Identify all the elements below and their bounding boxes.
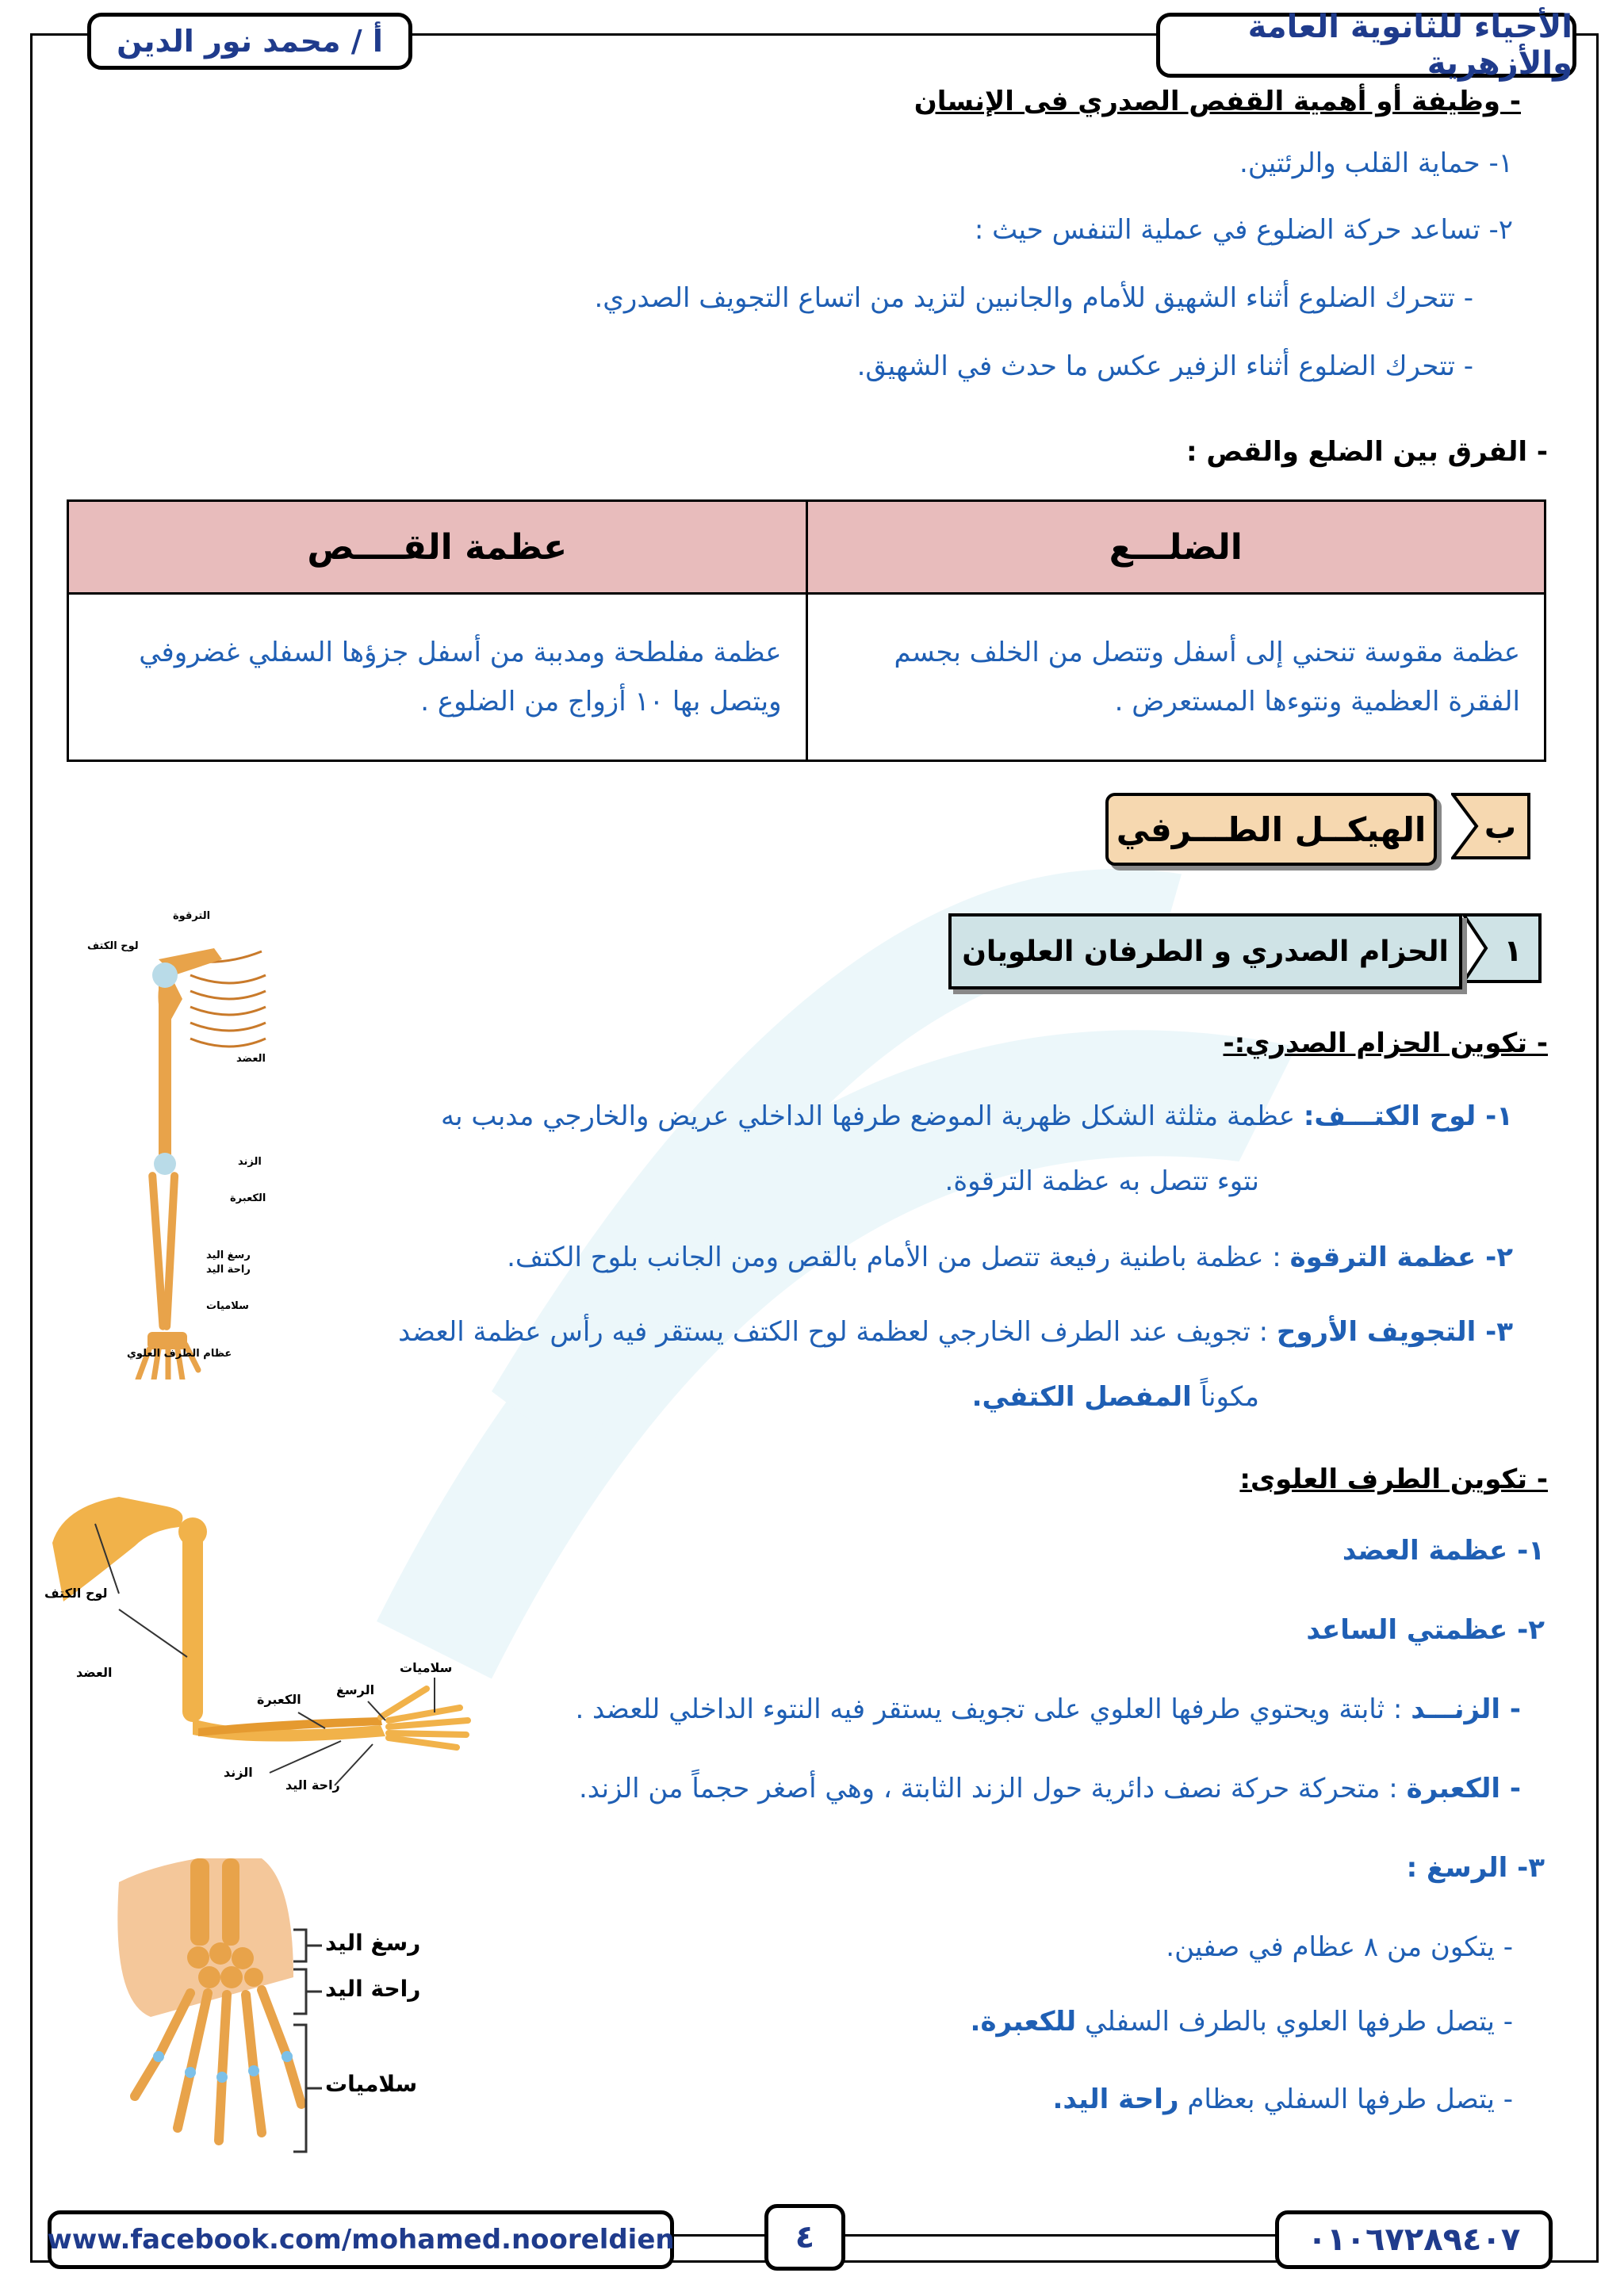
fig1-label-metacarpals: راحة اليد bbox=[206, 1264, 251, 1276]
wrist-line-3 bbox=[1052, 2084, 1513, 2115]
section-b-tag bbox=[1451, 793, 1530, 859]
footer-rule-left bbox=[666, 2234, 764, 2237]
upper-limb-item-3: ٣- الرسغ : bbox=[1406, 1852, 1545, 1884]
thorax-item-2: ٢- تساعد حركة الضلوع في عملية التنفس حيث : bbox=[974, 214, 1513, 246]
table-header-rib: الضلـــع bbox=[806, 501, 1545, 594]
thorax-item-2b: - تتحرك الضلوع أثناء الزفير عكس ما حدث في الشهيق. bbox=[856, 350, 1473, 382]
girdle-item-3-cont bbox=[972, 1381, 1259, 1413]
rib-line-2: الفقرة العظمية ونتوءها المستعرض . bbox=[1114, 686, 1520, 718]
table-cell-rib bbox=[806, 594, 1545, 761]
girdle-item-1 bbox=[441, 1100, 1513, 1132]
girdle-item-2 bbox=[507, 1242, 1513, 1273]
ulna-line bbox=[575, 1693, 1521, 1725]
fig1-caption: عظام الطرف العلوي bbox=[127, 1348, 232, 1360]
fig3-label-phalanges: سلاميات bbox=[325, 2071, 418, 2097]
comparison-table bbox=[67, 499, 1546, 762]
section-b-tag-label: ب bbox=[1484, 809, 1517, 846]
girdle-item-3 bbox=[398, 1316, 1513, 1348]
girdle-item-1-text: عظمة مثلثة الشكل ظهرية الموضع طرفها الداخلي عريض والخارجي مدبب به bbox=[440, 1100, 1304, 1132]
section-1-tag-label: ١ bbox=[1503, 933, 1522, 968]
fig1-label-radius: الكعبرة bbox=[230, 1192, 266, 1204]
wrist-line-3-bold: راحة اليد. bbox=[1052, 2084, 1179, 2115]
table-cell-sternum bbox=[68, 594, 807, 761]
wrist-line-2 bbox=[971, 2006, 1513, 2038]
arm-skeleton-icon bbox=[71, 904, 301, 1380]
fig1-label-clavicle: الترقوة bbox=[173, 910, 211, 922]
radius-term: - الكعبرة bbox=[1406, 1773, 1521, 1804]
figure-arm-side bbox=[32, 1483, 476, 1800]
footer-facebook-link[interactable]: www.facebook.com/mohamed.nooreldien bbox=[48, 2210, 674, 2269]
section-1-title: الحزام الصدري و الطرفان العلويان bbox=[948, 913, 1462, 989]
sternum-line-2: ويتصل بها ١٠ أزواج من الضلوع . bbox=[420, 686, 782, 718]
fig2-label-wrist: الرسغ bbox=[336, 1682, 375, 1697]
section-1-tag bbox=[1462, 913, 1542, 983]
footer-page-number: ٤ bbox=[764, 2204, 845, 2271]
header-author: أ / محمد نور الدين bbox=[87, 13, 412, 70]
section-b-header bbox=[737, 793, 1530, 859]
fig1-label-humerus: العضد bbox=[236, 1053, 266, 1065]
fig1-label-ulna: الزند bbox=[238, 1156, 262, 1168]
upper-limb-item-1: ١- عظمة العضد bbox=[1342, 1535, 1545, 1567]
girdle-item-3-cont-a: مكوناً bbox=[1191, 1381, 1259, 1413]
wrist-line-1: - يتكون من ٨ عظام في صفين. bbox=[1166, 1931, 1513, 1963]
thorax-item-2a: - تتحرك الضلوع أثناء الشهيق للأمام والجانبين لتزيد من اتساع التجويف الصدري. bbox=[594, 282, 1473, 314]
girdle-item-3-term: ٣- التجويف الأروح bbox=[1276, 1316, 1513, 1348]
radius-line bbox=[579, 1773, 1521, 1804]
figure-hand-bones bbox=[103, 1858, 468, 2160]
table-header-sternum: عظمة القــــص bbox=[68, 501, 807, 594]
fig3-label-palm: راحة اليد bbox=[325, 1976, 421, 2002]
radius-text: : متحركة حركة نصف دائرية حول الزند الثابتة ، وهي أصغر حجماً من الزند. bbox=[578, 1773, 1407, 1804]
girdle-heading: - تكوين الحزام الصدري:- bbox=[1223, 1027, 1548, 1059]
fig2-label-ulna: الزند bbox=[224, 1765, 253, 1780]
ulna-text: : ثابتة ويحتوي طرفها العلوي على تجويف يستقر فيه النتوء الداخلي للعضد . bbox=[575, 1693, 1411, 1725]
footer-rule-right bbox=[837, 2234, 1275, 2237]
fig1-label-scapula: لوح الكتف bbox=[87, 940, 139, 952]
fig1-label-carpals: رسغ اليد bbox=[206, 1249, 251, 1261]
fig2-label-humerus: العضد bbox=[76, 1665, 113, 1680]
rib-line-1: عظمة مقوسة تنحني إلى أسفل وتتصل من الخلف بجسم bbox=[894, 637, 1520, 668]
wrist-line-3-text: - يتصل طرفها السفلي بعظام bbox=[1178, 2084, 1513, 2115]
footer-phone: ٠١٠٦٧٢٨٩٤٠٧ bbox=[1275, 2210, 1553, 2269]
upper-limb-heading: - تكوين الطرف العلوى: bbox=[1239, 1464, 1548, 1495]
thorax-heading: - وظيفة أو أهمية القفص الصدري فى الإنسان bbox=[914, 86, 1521, 117]
difference-heading: - الفرق بين الضلع والقص : bbox=[1185, 436, 1548, 468]
header-title: الأحياء للثانوية العامة والأزهرية bbox=[1156, 13, 1576, 78]
girdle-item-3-cont-b: المفصل الكتفي. bbox=[971, 1381, 1192, 1413]
section-1-header bbox=[749, 913, 1542, 983]
girdle-item-2-text: : عظمة باطنية رفيعة تتصل من الأمام بالقص ومن الجانب بلوح الكتف. bbox=[507, 1242, 1290, 1273]
arm-side-icon bbox=[32, 1483, 476, 1800]
thorax-item-1: ١- حماية القلب والرئتين. bbox=[1239, 147, 1513, 179]
girdle-item-2-term: ٢- عظمة الترقوة bbox=[1289, 1242, 1513, 1273]
fig3-label-wrist: رسغ اليد bbox=[325, 1930, 421, 1956]
hand-bones-icon bbox=[103, 1858, 468, 2160]
fig1-label-phalanges: سلاميات bbox=[206, 1300, 249, 1312]
girdle-item-3-text: : تجويف عند الطرف الخارجي لعظمة لوح الكتف يستقر فيه رأس عظمة العضد bbox=[398, 1316, 1277, 1348]
fig2-label-palm: راحة اليد bbox=[285, 1777, 340, 1793]
fig2-label-scapula: لوح الكتف bbox=[44, 1586, 108, 1601]
wrist-line-2-text: - يتصل طرفها العلوي بالطرف السفلي bbox=[1076, 2006, 1513, 2038]
ulna-term: - الزنـــد bbox=[1411, 1693, 1521, 1725]
upper-limb-item-2: ٢- عظمتي الساعد bbox=[1306, 1614, 1545, 1646]
sternum-line-1: عظمة مفلطحة ومدببة من أسفل جزؤها السفلي غضروفي bbox=[139, 637, 782, 668]
fig2-label-phalanges: سلاميات bbox=[400, 1660, 453, 1675]
fig2-label-radius: الكعبرة bbox=[257, 1692, 301, 1707]
wrist-line-2-bold: للكعبرة. bbox=[970, 2006, 1077, 2038]
girdle-item-1-term: ١- لوح الكتـــف: bbox=[1303, 1100, 1513, 1132]
figure-upper-limb-skeleton bbox=[71, 904, 301, 1380]
section-b-title: الهيكــل الطـــرفي bbox=[1105, 793, 1437, 866]
girdle-item-1-cont: نتوء تتصل به عظمة الترقوة. bbox=[944, 1165, 1259, 1197]
